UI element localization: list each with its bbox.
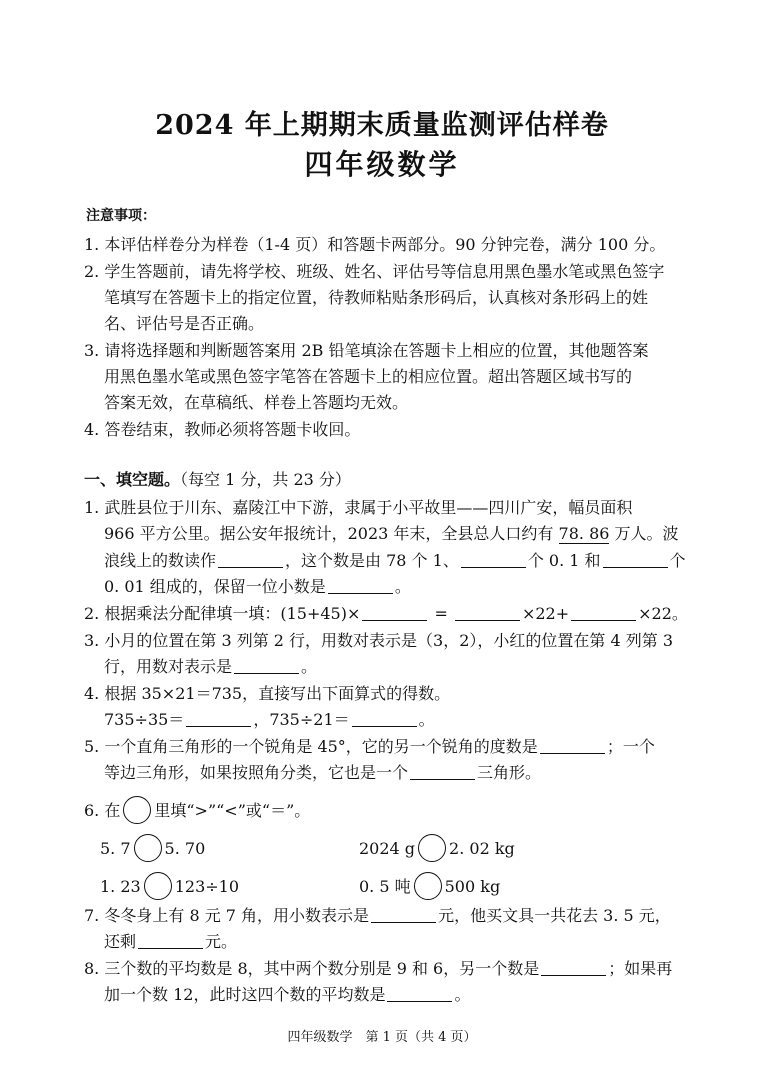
q6-text: 6. 在 bbox=[84, 801, 121, 820]
q1-text: 966 平方公里。据公安年报统计，2023 年末，全县总人口约有 bbox=[104, 524, 559, 543]
q5-text: 三角形。 bbox=[477, 763, 542, 782]
answer-blank[interactable] bbox=[455, 604, 520, 621]
compare-item bbox=[359, 872, 500, 900]
compare-right: 5. 70 bbox=[164, 839, 206, 858]
compare-right: 123÷10 bbox=[174, 877, 240, 896]
q3-text: 行，用数对表示是 bbox=[104, 657, 233, 676]
q4-line bbox=[104, 710, 435, 730]
notice-heading: 注意事项： bbox=[86, 208, 156, 224]
q7-text: 元，他买文具一共花去 3. 5 元， bbox=[438, 906, 671, 925]
compare-item bbox=[359, 834, 515, 862]
notice-item: 2. 学生答题前，请先将学校、班级、姓名、评估号等信息用黑色墨水笔或黑色签字 bbox=[84, 262, 665, 281]
q4-text: 735÷35＝ bbox=[104, 710, 185, 729]
section-score-note: （每空 1 分，共 23 分） bbox=[180, 470, 351, 489]
notice-item: 3. 请将选择题和判断题答案用 2B 铅笔填涂在答题卡上相应的位置，其他题答案 bbox=[84, 341, 649, 360]
q7-line bbox=[84, 906, 671, 926]
q5-text: 等边三角形，如果按照角分类，它也是一个 bbox=[104, 763, 409, 782]
q1-text: ，这个数是由 78 个 1、 bbox=[285, 551, 459, 570]
answer-blank[interactable] bbox=[461, 551, 526, 568]
q5-line bbox=[104, 763, 541, 783]
notice-item: 答案无效，在草稿纸、样卷上答题均无效。 bbox=[104, 393, 409, 412]
q1-text: 万人。波 bbox=[609, 524, 679, 543]
answer-blank[interactable] bbox=[387, 985, 452, 1002]
exam-title: 2024 年上期期末质量监测评估样卷 bbox=[155, 110, 609, 141]
q5-line bbox=[84, 737, 655, 757]
q8-line bbox=[84, 959, 672, 979]
q6-text: 里填“>”“<”或“＝”。 bbox=[154, 801, 311, 820]
q3-line bbox=[104, 657, 317, 677]
q1-text: 0. 01 组成的，保留一位小数是 bbox=[104, 577, 326, 596]
answer-blank[interactable] bbox=[234, 657, 299, 674]
q8-line bbox=[104, 985, 470, 1005]
q4-line: 4. 根据 35×21＝735，直接写出下面算式的得数。 bbox=[84, 684, 451, 703]
q1-line: 1. 武胜县位于川东、嘉陵江中下游，隶属于小平故里——四川广安，幅员面积 bbox=[84, 498, 633, 517]
notice-item: 1. 本评估样卷分为样卷（1-4 页）和答题卡两部分。90 分钟完卷，满分 100 分。 bbox=[84, 235, 666, 254]
notice-item: 用黑色墨水笔或黑色签字笔答在答题卡上的相应位置。超出答题区域书写的 bbox=[104, 367, 633, 386]
q3-text: 。 bbox=[301, 657, 318, 676]
answer-blank[interactable] bbox=[138, 932, 203, 949]
q4-text: ，735÷21＝ bbox=[253, 710, 350, 729]
q7-line bbox=[104, 932, 237, 952]
compare-circle[interactable] bbox=[418, 834, 446, 862]
q2-text: ×22+ bbox=[521, 604, 570, 623]
q2-line bbox=[84, 604, 688, 624]
notice-item: 名、评估号是否正确。 bbox=[104, 314, 265, 333]
answer-blank[interactable] bbox=[541, 959, 606, 976]
compare-left: 2024 g bbox=[359, 839, 416, 858]
q2-text: 2. 根据乘法分配律填一填：(15+45)× bbox=[84, 604, 361, 623]
exam-subject: 四年级数学 bbox=[304, 148, 460, 181]
q5-text: ；一个 bbox=[606, 737, 655, 756]
compare-circle[interactable] bbox=[414, 872, 442, 900]
compare-item bbox=[100, 872, 239, 900]
q4-text: 。 bbox=[418, 710, 435, 729]
answer-blank[interactable] bbox=[410, 763, 475, 780]
q8-text: 加一个数 12，此时这四个数的平均数是 bbox=[104, 985, 386, 1004]
q8-text: 8. 三个数的平均数是 8，其中两个数分别是 9 和 6，另一个数是 bbox=[84, 959, 540, 978]
page-footer: 四年级数学 第 1 页（共 4 页） bbox=[287, 1030, 477, 1045]
q3-line: 3. 小月的位置在第 3 列第 2 行，用数对表示是（3，2），小红的位置在第 4 列第 3 bbox=[84, 631, 674, 650]
answer-blank[interactable] bbox=[371, 906, 436, 923]
q8-text: 。 bbox=[454, 985, 471, 1004]
q1-text: 浪线上的数读作 bbox=[104, 551, 217, 570]
answer-blank[interactable] bbox=[540, 737, 605, 754]
answer-blank[interactable] bbox=[328, 577, 393, 594]
wavy-number: 78. 86 bbox=[558, 524, 610, 543]
compare-right: 2. 02 kg bbox=[449, 839, 515, 858]
answer-blank[interactable] bbox=[352, 710, 417, 727]
compare-left: 0. 5 吨 bbox=[359, 877, 411, 896]
q5-text: 5. 一个直角三角形的一个锐角是 45°，它的另一个锐角的度数是 bbox=[84, 737, 538, 756]
q1-text: 个 bbox=[669, 551, 686, 570]
q1-line bbox=[104, 577, 411, 597]
notice-item: 笔填写在答题卡上的指定位置，待教师粘贴条形码后，认真核对条形码上的姓 bbox=[104, 288, 649, 307]
q1-line bbox=[104, 551, 686, 571]
compare-item bbox=[100, 834, 205, 862]
section-title: 一、填空题。 bbox=[84, 470, 181, 489]
q8-text: ；如果再 bbox=[608, 959, 673, 978]
q2-text: ×22。 bbox=[638, 604, 688, 623]
q6-line bbox=[84, 796, 310, 824]
compare-left: 5. 7 bbox=[100, 839, 131, 858]
compare-right: 500 kg bbox=[444, 877, 501, 896]
q7-text: 元。 bbox=[205, 932, 238, 951]
compare-left: 1. 23 bbox=[100, 877, 141, 896]
q1-text: 。 bbox=[394, 577, 411, 596]
answer-blank[interactable] bbox=[186, 710, 251, 727]
section-heading bbox=[84, 470, 351, 490]
notice-item: 4. 答卷结束，教师必须将答题卡收回。 bbox=[84, 420, 361, 439]
compare-circle[interactable] bbox=[134, 834, 162, 862]
answer-blank[interactable] bbox=[571, 604, 636, 621]
answer-blank[interactable] bbox=[218, 551, 283, 568]
q1-text: 个 0. 1 和 bbox=[527, 551, 601, 570]
answer-blank[interactable] bbox=[603, 551, 668, 568]
q7-text: 7. 冬冬身上有 8 元 7 角，用小数表示是 bbox=[84, 906, 370, 925]
compare-circle-icon bbox=[123, 796, 151, 824]
q1-line bbox=[104, 524, 679, 544]
answer-blank[interactable] bbox=[362, 604, 427, 621]
q2-text: = bbox=[429, 604, 453, 623]
compare-circle[interactable] bbox=[144, 872, 172, 900]
q7-text: 还剩 bbox=[104, 932, 137, 951]
